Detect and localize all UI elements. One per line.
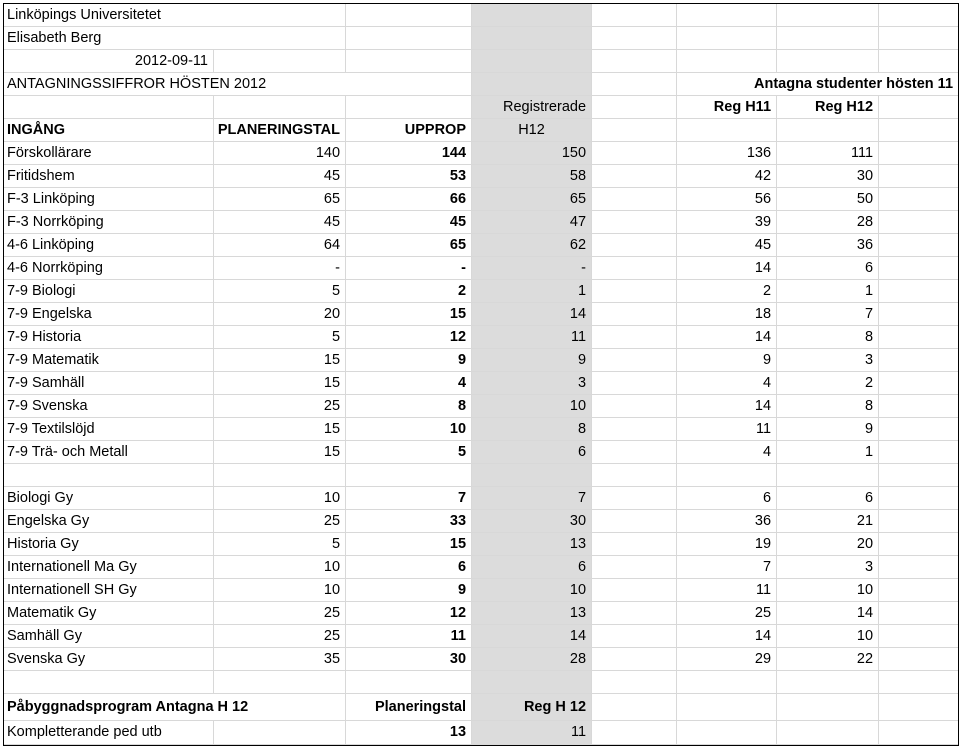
cell[interactable]: 29 bbox=[677, 648, 777, 671]
program-name-cell[interactable]: F-3 Norrköping bbox=[4, 211, 214, 234]
cell[interactable]: 10 bbox=[214, 487, 346, 510]
cell[interactable]: 111 bbox=[777, 142, 879, 165]
cell[interactable] bbox=[879, 694, 959, 720]
cell[interactable]: 8 bbox=[777, 395, 879, 418]
cell[interactable] bbox=[777, 27, 879, 50]
cell[interactable]: 36 bbox=[677, 510, 777, 533]
cell[interactable]: 35 bbox=[214, 648, 346, 671]
cell[interactable] bbox=[777, 50, 879, 73]
cell[interactable] bbox=[677, 464, 777, 487]
cell[interactable]: 14 bbox=[777, 602, 879, 625]
sheet-row bbox=[4, 50, 959, 73]
cell[interactable]: 7 bbox=[777, 303, 879, 326]
cell[interactable] bbox=[592, 188, 677, 211]
cell[interactable] bbox=[592, 464, 677, 487]
cell[interactable] bbox=[677, 694, 777, 720]
cell[interactable] bbox=[879, 280, 959, 303]
program-name-cell[interactable]: 7-9 Matematik bbox=[4, 349, 214, 372]
cell[interactable] bbox=[879, 464, 959, 487]
sheet-row bbox=[4, 27, 959, 50]
cell[interactable] bbox=[346, 96, 472, 119]
cell[interactable]: - bbox=[472, 257, 592, 280]
cell[interactable] bbox=[592, 96, 677, 119]
sheet-row bbox=[4, 464, 959, 487]
cell[interactable] bbox=[879, 418, 959, 441]
cell[interactable] bbox=[214, 720, 346, 745]
cell[interactable]: 28 bbox=[777, 211, 879, 234]
cell[interactable]: - bbox=[346, 257, 472, 280]
cell[interactable]: 1 bbox=[777, 280, 879, 303]
cell[interactable] bbox=[472, 27, 592, 50]
cell[interactable] bbox=[879, 27, 959, 50]
ingang-header-cell[interactable]: INGÅNG bbox=[4, 119, 214, 142]
cell[interactable]: 18 bbox=[677, 303, 777, 326]
cell[interactable]: 11 bbox=[677, 579, 777, 602]
cell[interactable]: 2 bbox=[677, 280, 777, 303]
sheet-row bbox=[4, 441, 959, 464]
cell[interactable] bbox=[879, 119, 959, 142]
cell[interactable] bbox=[879, 625, 959, 648]
sheet-row bbox=[4, 280, 959, 303]
sheet-row bbox=[4, 720, 959, 745]
program-name-cell[interactable]: 7-9 Trä- och Metall bbox=[4, 441, 214, 464]
university-cell[interactable]: Linköpings Universitetet bbox=[4, 4, 346, 27]
cell[interactable] bbox=[879, 648, 959, 671]
cell[interactable] bbox=[879, 372, 959, 395]
cell[interactable]: 140 bbox=[214, 142, 346, 165]
cell[interactable]: 5 bbox=[214, 533, 346, 556]
sheet-row bbox=[4, 556, 959, 579]
cell[interactable] bbox=[879, 556, 959, 579]
cell[interactable]: 36 bbox=[777, 234, 879, 257]
program-name-cell[interactable]: 4-6 Norrköping bbox=[4, 257, 214, 280]
cell[interactable] bbox=[472, 464, 592, 487]
cell[interactable]: 2 bbox=[346, 280, 472, 303]
cell[interactable]: 22 bbox=[777, 648, 879, 671]
cell[interactable]: 10 bbox=[214, 579, 346, 602]
cell[interactable]: 20 bbox=[777, 533, 879, 556]
cell[interactable]: 25 bbox=[214, 395, 346, 418]
cell[interactable] bbox=[592, 165, 677, 188]
cell[interactable]: 28 bbox=[472, 648, 592, 671]
cell[interactable]: 25 bbox=[677, 602, 777, 625]
cell[interactable] bbox=[592, 418, 677, 441]
program-name-cell[interactable]: 7-9 Samhäll bbox=[4, 372, 214, 395]
cell[interactable]: 25 bbox=[214, 625, 346, 648]
sheet-row bbox=[4, 142, 959, 165]
cell[interactable]: 45 bbox=[346, 211, 472, 234]
cell[interactable] bbox=[592, 395, 677, 418]
program-name-cell[interactable]: Internationell SH Gy bbox=[4, 579, 214, 602]
cell[interactable] bbox=[346, 27, 472, 50]
cell[interactable]: 6 bbox=[777, 257, 879, 280]
cell[interactable] bbox=[777, 464, 879, 487]
cell[interactable]: 30 bbox=[472, 510, 592, 533]
program-name-cell[interactable]: Samhäll Gy bbox=[4, 625, 214, 648]
cell[interactable]: 5 bbox=[214, 280, 346, 303]
sheet-row bbox=[4, 648, 959, 671]
cell[interactable]: 10 bbox=[472, 395, 592, 418]
cell[interactable] bbox=[592, 441, 677, 464]
cell[interactable] bbox=[592, 671, 677, 694]
cell[interactable]: 14 bbox=[677, 326, 777, 349]
cell[interactable]: 12 bbox=[346, 326, 472, 349]
cell[interactable]: 9 bbox=[777, 418, 879, 441]
spreadsheet-grid bbox=[3, 3, 959, 745]
cell[interactable]: 25 bbox=[214, 602, 346, 625]
registered-label-cell[interactable]: Registrerade bbox=[472, 96, 592, 119]
cell[interactable] bbox=[879, 211, 959, 234]
cell[interactable]: 12 bbox=[346, 602, 472, 625]
cell[interactable]: 47 bbox=[472, 211, 592, 234]
program-name-cell[interactable]: Svenska Gy bbox=[4, 648, 214, 671]
sheet-row bbox=[4, 4, 959, 27]
cell[interactable]: 66 bbox=[346, 188, 472, 211]
cell[interactable] bbox=[592, 27, 677, 50]
program-name-cell[interactable]: F-3 Linköping bbox=[4, 188, 214, 211]
cell[interactable] bbox=[592, 326, 677, 349]
cell[interactable]: 10 bbox=[214, 556, 346, 579]
cell[interactable] bbox=[592, 694, 677, 720]
cell[interactable] bbox=[879, 579, 959, 602]
cell[interactable]: 14 bbox=[677, 625, 777, 648]
cell[interactable]: 45 bbox=[214, 165, 346, 188]
cell[interactable]: - bbox=[214, 257, 346, 280]
sheet-row bbox=[4, 188, 959, 211]
cell[interactable]: 19 bbox=[677, 533, 777, 556]
cell[interactable] bbox=[4, 671, 214, 694]
cell[interactable]: 5 bbox=[346, 441, 472, 464]
cell[interactable] bbox=[879, 234, 959, 257]
cell[interactable]: 25 bbox=[214, 510, 346, 533]
reg-h11-label-cell[interactable]: Reg H11 bbox=[677, 96, 777, 119]
sheet-row bbox=[4, 211, 959, 234]
author-cell[interactable]: Elisabeth Berg bbox=[4, 27, 346, 50]
cell[interactable] bbox=[592, 50, 677, 73]
cell[interactable]: 5 bbox=[214, 326, 346, 349]
cell[interactable]: 15 bbox=[346, 533, 472, 556]
cell[interactable]: 1 bbox=[472, 280, 592, 303]
cell[interactable] bbox=[346, 4, 472, 27]
sheet-row bbox=[4, 510, 959, 533]
cell[interactable]: 6 bbox=[346, 556, 472, 579]
cell[interactable]: 14 bbox=[472, 303, 592, 326]
cell[interactable]: 50 bbox=[777, 188, 879, 211]
cell[interactable]: 4 bbox=[346, 372, 472, 395]
cell[interactable] bbox=[777, 4, 879, 27]
program-name-cell[interactable]: 7-9 Historia bbox=[4, 326, 214, 349]
cell[interactable] bbox=[592, 487, 677, 510]
sheet-row bbox=[4, 372, 959, 395]
program-header-cell[interactable]: Påbyggnadsprogram Antagna H 12 bbox=[4, 694, 346, 720]
cell[interactable] bbox=[879, 188, 959, 211]
sheet-row bbox=[4, 349, 959, 372]
cell[interactable] bbox=[592, 73, 677, 96]
cell[interactable] bbox=[4, 96, 214, 119]
cell[interactable] bbox=[879, 602, 959, 625]
cell[interactable] bbox=[879, 303, 959, 326]
cell[interactable] bbox=[592, 648, 677, 671]
cell[interactable]: 14 bbox=[677, 257, 777, 280]
cell[interactable] bbox=[214, 464, 346, 487]
cell[interactable]: 4 bbox=[677, 372, 777, 395]
cell[interactable] bbox=[677, 27, 777, 50]
program-name-cell[interactable]: 7-9 Svenska bbox=[4, 395, 214, 418]
cell[interactable]: 11 bbox=[677, 418, 777, 441]
cell[interactable]: 7 bbox=[346, 487, 472, 510]
program-name-cell[interactable]: Internationell Ma Gy bbox=[4, 556, 214, 579]
cell[interactable]: 144 bbox=[346, 142, 472, 165]
program-name-cell[interactable]: Engelska Gy bbox=[4, 510, 214, 533]
cell[interactable] bbox=[592, 533, 677, 556]
cell[interactable] bbox=[879, 395, 959, 418]
cell[interactable] bbox=[677, 119, 777, 142]
sheet-row bbox=[4, 487, 959, 510]
cell[interactable] bbox=[592, 556, 677, 579]
sheet-row bbox=[4, 533, 959, 556]
cell[interactable]: 9 bbox=[472, 349, 592, 372]
cell[interactable] bbox=[214, 96, 346, 119]
program-name-cell[interactable]: Kompletterande ped utb bbox=[4, 720, 214, 745]
cell[interactable]: 150 bbox=[472, 142, 592, 165]
cell[interactable] bbox=[777, 119, 879, 142]
cell[interactable]: 6 bbox=[677, 487, 777, 510]
cell[interactable] bbox=[879, 50, 959, 73]
cell[interactable] bbox=[879, 257, 959, 280]
cell[interactable]: 7 bbox=[472, 487, 592, 510]
cell[interactable]: 136 bbox=[677, 142, 777, 165]
sheet-row bbox=[4, 326, 959, 349]
cell[interactable]: 13 bbox=[346, 720, 472, 745]
cell[interactable] bbox=[592, 211, 677, 234]
cell[interactable] bbox=[472, 73, 592, 96]
program-name-cell[interactable]: Fritidshem bbox=[4, 165, 214, 188]
cell[interactable] bbox=[592, 142, 677, 165]
sheet-row bbox=[4, 395, 959, 418]
cell[interactable] bbox=[677, 720, 777, 745]
sheet-row bbox=[4, 257, 959, 280]
sheet-row bbox=[4, 165, 959, 188]
cell[interactable] bbox=[677, 4, 777, 27]
cell[interactable]: 56 bbox=[677, 188, 777, 211]
cell[interactable]: 45 bbox=[677, 234, 777, 257]
cell[interactable]: 64 bbox=[214, 234, 346, 257]
cell[interactable] bbox=[592, 280, 677, 303]
cell[interactable]: 2 bbox=[777, 372, 879, 395]
program-name-cell[interactable]: 4-6 Linköping bbox=[4, 234, 214, 257]
sheet-row bbox=[4, 418, 959, 441]
cell[interactable] bbox=[592, 4, 677, 27]
cell[interactable]: 15 bbox=[214, 349, 346, 372]
cell[interactable] bbox=[472, 4, 592, 27]
cell[interactable] bbox=[592, 602, 677, 625]
cell[interactable]: 45 bbox=[214, 211, 346, 234]
cell[interactable] bbox=[677, 50, 777, 73]
program-name-cell[interactable]: Matematik Gy bbox=[4, 602, 214, 625]
cell[interactable]: 42 bbox=[677, 165, 777, 188]
cell[interactable] bbox=[879, 4, 959, 27]
h12-header-cell[interactable]: H12 bbox=[472, 119, 592, 142]
program-name-cell[interactable]: 7-9 Textilslöjd bbox=[4, 418, 214, 441]
cell[interactable] bbox=[879, 165, 959, 188]
cell[interactable] bbox=[879, 510, 959, 533]
cell[interactable] bbox=[592, 303, 677, 326]
cell[interactable] bbox=[346, 50, 472, 73]
sheet-row bbox=[4, 73, 959, 96]
planeringstal-footer-header[interactable]: Planeringstal bbox=[346, 694, 472, 720]
cell[interactable]: 9 bbox=[677, 349, 777, 372]
cell[interactable]: 9 bbox=[346, 349, 472, 372]
cell[interactable]: 3 bbox=[777, 349, 879, 372]
cell[interactable]: 11 bbox=[472, 720, 592, 745]
cell[interactable] bbox=[4, 464, 214, 487]
cell[interactable]: 14 bbox=[677, 395, 777, 418]
cell[interactable]: 15 bbox=[346, 303, 472, 326]
cell[interactable]: 7 bbox=[677, 556, 777, 579]
cell[interactable] bbox=[879, 533, 959, 556]
cell[interactable] bbox=[677, 671, 777, 694]
cell[interactable]: 62 bbox=[472, 234, 592, 257]
cell[interactable]: 8 bbox=[472, 418, 592, 441]
cell[interactable]: 65 bbox=[472, 188, 592, 211]
cell[interactable]: 14 bbox=[472, 625, 592, 648]
cell[interactable] bbox=[879, 96, 959, 119]
cell[interactable]: 21 bbox=[777, 510, 879, 533]
program-name-cell[interactable]: 7-9 Engelska bbox=[4, 303, 214, 326]
cell[interactable] bbox=[592, 579, 677, 602]
cell[interactable]: 13 bbox=[472, 602, 592, 625]
sheet-row bbox=[4, 119, 959, 142]
cell[interactable]: 10 bbox=[472, 579, 592, 602]
cell[interactable] bbox=[592, 119, 677, 142]
cell[interactable] bbox=[592, 257, 677, 280]
cell[interactable] bbox=[346, 464, 472, 487]
sheet-row bbox=[4, 694, 959, 720]
sheet-row bbox=[4, 234, 959, 257]
cell[interactable]: 6 bbox=[472, 556, 592, 579]
cell[interactable] bbox=[472, 671, 592, 694]
upprop-header-cell[interactable]: UPPROP bbox=[346, 119, 472, 142]
program-name-cell[interactable]: Historia Gy bbox=[4, 533, 214, 556]
cell[interactable] bbox=[777, 694, 879, 720]
cell[interactable] bbox=[592, 510, 677, 533]
sheet-row bbox=[4, 96, 959, 119]
cell[interactable]: 30 bbox=[777, 165, 879, 188]
cell[interactable] bbox=[879, 441, 959, 464]
cell[interactable] bbox=[777, 671, 879, 694]
cell[interactable]: 20 bbox=[214, 303, 346, 326]
sheet-row bbox=[4, 303, 959, 326]
sheet-row bbox=[4, 625, 959, 648]
sheet-row bbox=[4, 671, 959, 694]
date-cell[interactable]: 2012-09-11 bbox=[4, 50, 214, 73]
title-cell[interactable]: ANTAGNINGSSIFFROR HÖSTEN 2012 bbox=[4, 73, 472, 96]
cell[interactable]: 15 bbox=[214, 372, 346, 395]
cell[interactable]: 58 bbox=[472, 165, 592, 188]
cell[interactable]: 3 bbox=[472, 372, 592, 395]
admitted-title-cell[interactable]: Antagna studenter hösten 11 bbox=[677, 73, 959, 96]
planeringstal-header-cell[interactable]: PLANERINGSTAL bbox=[214, 119, 346, 142]
cell[interactable] bbox=[592, 349, 677, 372]
cell[interactable]: 39 bbox=[677, 211, 777, 234]
cell[interactable] bbox=[777, 720, 879, 745]
cell[interactable]: 8 bbox=[777, 326, 879, 349]
cell[interactable]: 15 bbox=[214, 441, 346, 464]
cell[interactable]: 13 bbox=[472, 533, 592, 556]
cell[interactable] bbox=[214, 671, 346, 694]
sheet-row bbox=[4, 579, 959, 602]
cell[interactable]: 6 bbox=[777, 487, 879, 510]
reg-h12-label-cell[interactable]: Reg H12 bbox=[777, 96, 879, 119]
cell[interactable]: 10 bbox=[777, 625, 879, 648]
cell[interactable] bbox=[592, 720, 677, 745]
cell[interactable]: 3 bbox=[777, 556, 879, 579]
program-name-cell[interactable]: 7-9 Biologi bbox=[4, 280, 214, 303]
cell[interactable] bbox=[592, 625, 677, 648]
program-name-cell[interactable]: Biologi Gy bbox=[4, 487, 214, 510]
cell[interactable]: 4 bbox=[677, 441, 777, 464]
cell[interactable] bbox=[879, 487, 959, 510]
cell[interactable]: 8 bbox=[346, 395, 472, 418]
cell[interactable] bbox=[346, 671, 472, 694]
cell[interactable]: 9 bbox=[346, 579, 472, 602]
cell[interactable] bbox=[879, 720, 959, 745]
reg-h12-footer-header[interactable]: Reg H 12 bbox=[472, 694, 592, 720]
cell[interactable]: 6 bbox=[472, 441, 592, 464]
cell[interactable] bbox=[214, 50, 346, 73]
cell[interactable]: 33 bbox=[346, 510, 472, 533]
cell[interactable]: 30 bbox=[346, 648, 472, 671]
cell[interactable]: 11 bbox=[346, 625, 472, 648]
cell[interactable]: 15 bbox=[214, 418, 346, 441]
cell[interactable] bbox=[472, 50, 592, 73]
cell[interactable]: 1 bbox=[777, 441, 879, 464]
cell[interactable] bbox=[879, 671, 959, 694]
sheet-row bbox=[4, 602, 959, 625]
cell[interactable] bbox=[879, 349, 959, 372]
cell[interactable] bbox=[879, 326, 959, 349]
program-name-cell[interactable]: Förskollärare bbox=[4, 142, 214, 165]
cell[interactable]: 65 bbox=[214, 188, 346, 211]
cell[interactable] bbox=[592, 234, 677, 257]
cell[interactable]: 11 bbox=[472, 326, 592, 349]
cell[interactable] bbox=[592, 372, 677, 395]
cell[interactable]: 65 bbox=[346, 234, 472, 257]
cell[interactable] bbox=[879, 142, 959, 165]
cell[interactable]: 10 bbox=[777, 579, 879, 602]
cell[interactable]: 10 bbox=[346, 418, 472, 441]
cell[interactable]: 53 bbox=[346, 165, 472, 188]
